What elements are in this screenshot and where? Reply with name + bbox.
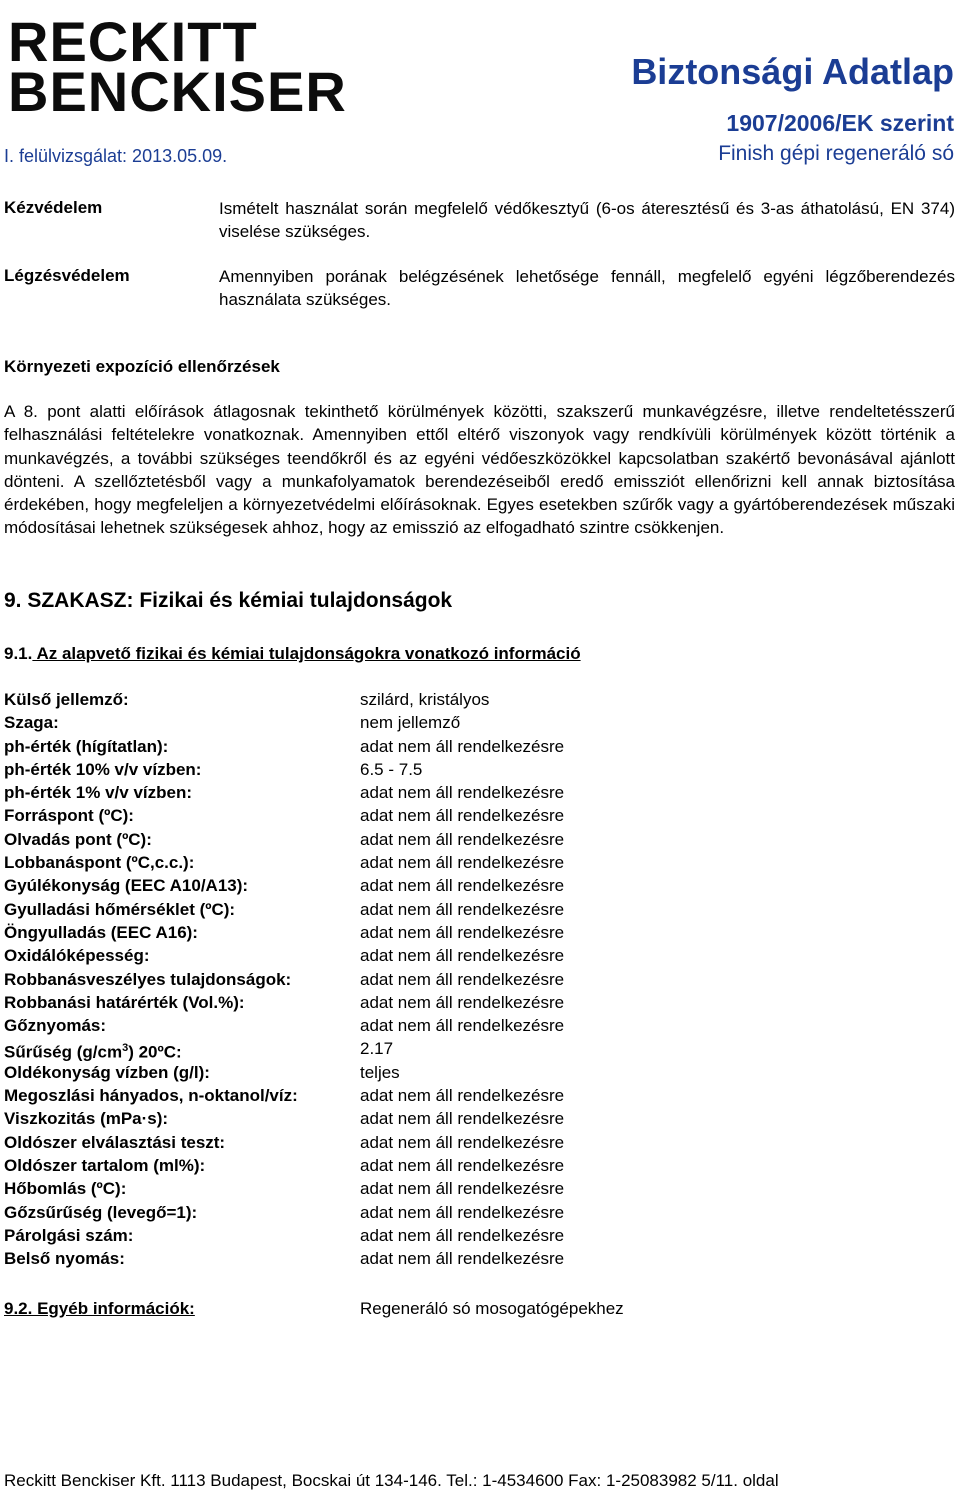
property-value: adat nem áll rendelkezésre bbox=[360, 876, 565, 896]
property-value: adat nem áll rendelkezésre bbox=[360, 1016, 565, 1036]
property-row bbox=[4, 711, 704, 734]
property-value: adat nem áll rendelkezésre bbox=[360, 1249, 565, 1269]
property-row bbox=[4, 1014, 704, 1037]
subsection-9-1-number: 9.1. bbox=[4, 644, 33, 663]
property-label: Oldószer tartalom (ml%): bbox=[4, 1155, 206, 1175]
property-row bbox=[4, 1154, 704, 1177]
property-label: Forráspont (ºC): bbox=[4, 806, 134, 826]
property-label: Robbanásveszélyes tulajdonságok: bbox=[4, 969, 292, 989]
subsection-9-2-label: 9.2. Egyéb információk: bbox=[4, 1299, 195, 1318]
property-value: adat nem áll rendelkezésre bbox=[360, 853, 565, 873]
regulation-reference: 1907/2006/EK szerint bbox=[726, 110, 954, 136]
property-row bbox=[4, 1084, 704, 1107]
property-label: Oldószer elválasztási teszt: bbox=[4, 1132, 226, 1152]
product-name: Finish gépi regeneráló só bbox=[718, 142, 954, 165]
property-label-part: ) 20ºC: bbox=[128, 1043, 182, 1063]
property-value: adat nem áll rendelkezésre bbox=[360, 736, 565, 756]
property-label: Szaga: bbox=[4, 713, 59, 733]
property-row bbox=[4, 1224, 704, 1247]
property-value: adat nem áll rendelkezésre bbox=[360, 1202, 565, 1222]
property-row bbox=[4, 781, 704, 804]
property-value: adat nem áll rendelkezésre bbox=[360, 806, 565, 826]
property-label: Belső nyomás: bbox=[4, 1249, 125, 1269]
respiratory-protection-label: Légzésvédelem bbox=[4, 266, 130, 285]
property-row bbox=[4, 851, 704, 874]
property-row bbox=[4, 898, 704, 921]
hand-protection-text: Ismételt használat során megfelelő védőkesztyű (6-os áteresztésű és 3-as áthatolású, EN 374) viselése szükséges. bbox=[219, 199, 955, 242]
property-value: teljes bbox=[360, 1062, 400, 1082]
property-label: ph-érték (hígítatlan): bbox=[4, 736, 169, 756]
property-row bbox=[4, 1131, 704, 1154]
property-value: szilárd, kristályos bbox=[360, 690, 490, 709]
respiratory-protection-text: Amennyiben porának belégzésének lehetősége fennáll, megfelelő egyéni légzőberendezés használata szükséges. bbox=[219, 267, 955, 310]
section-9-title: 9. SZAKASZ: Fizikai és kémiai tulajdonságok bbox=[4, 589, 453, 612]
page-footer: Reckitt Benckiser Kft. 1113 Budapest, Bocskai út 134-146. Tel.: 1-4534600 Fax: 1-25083982 5/11. oldal bbox=[4, 1471, 779, 1490]
property-value: adat nem áll rendelkezésre bbox=[360, 969, 565, 989]
properties-table bbox=[4, 688, 704, 1270]
property-value: adat nem áll rendelkezésre bbox=[360, 922, 565, 942]
document-title: Biztonsági Adatlap bbox=[631, 51, 954, 92]
property-row bbox=[4, 944, 704, 967]
property-row bbox=[4, 758, 704, 781]
property-value: adat nem áll rendelkezésre bbox=[360, 829, 565, 849]
property-row bbox=[4, 921, 704, 944]
property-value: adat nem áll rendelkezésre bbox=[360, 1155, 565, 1175]
property-label: Gőznyomás: bbox=[4, 1016, 107, 1036]
property-value: adat nem áll rendelkezésre bbox=[360, 1109, 565, 1129]
logo-line-1: RECKITT bbox=[8, 10, 258, 73]
property-label: Oldékonyság vízben (g/l): bbox=[4, 1062, 210, 1082]
property-label: Robbanási határérték (Vol.%): bbox=[4, 992, 245, 1012]
hand-protection-label: Kézvédelem bbox=[4, 198, 103, 217]
property-label: ph-érték 10% v/v vízben: bbox=[4, 759, 202, 779]
property-row bbox=[4, 1201, 704, 1224]
property-row bbox=[4, 828, 704, 851]
property-row bbox=[4, 1247, 704, 1270]
property-value: adat nem áll rendelkezésre bbox=[360, 992, 565, 1012]
property-label: Párolgási szám: bbox=[4, 1225, 134, 1245]
subsection-9-1-text: Az alapvető fizikai és kémiai tulajdonságokra vonatkozó információ bbox=[32, 644, 581, 663]
property-value: adat nem áll rendelkezésre bbox=[360, 946, 565, 966]
environmental-heading: Környezeti expozíció ellenőrzések bbox=[4, 357, 280, 376]
property-value: nem jellemző bbox=[360, 713, 461, 733]
property-row bbox=[4, 991, 704, 1014]
property-row bbox=[4, 874, 704, 897]
property-row bbox=[4, 1061, 704, 1084]
property-row bbox=[4, 1037, 704, 1063]
environmental-text: A 8. pont alatti előírások átlagosnak tekinthető körülmények közötti, szakszerű munkavégzésre, illetve rendeltetésszerű felhasználási feltételekre vonatkoznak. Amennyiben ettől eltérő viszonyok vagy rendkívüli körülmények között történik a munkavégzés, a további szükséges teendőkről és az egyéni védőeszközökkel kapcsolatban szakértő bevonásával ajánlott dönteni. A szellőztetésből vagy a munkafolyamatok berendezéseiből eredő emissziót ellenőrizni kell annak biztosítása érdekében, hogy megfeleljen a környezetvédelmi előírásoknak. Egyes esetekben szűrők vagy a gyártóberendezések műszaki módosításai lehetnek szükségesek ahhoz, hogy az emisszió az elfogadható szintre csökkenjen. bbox=[4, 402, 955, 538]
property-label: Viszkozitás (mPa·s): bbox=[4, 1109, 169, 1129]
subsection-9-1-title bbox=[4, 643, 581, 665]
property-label: Megoszlási hányados, n-oktanol/víz: bbox=[4, 1086, 298, 1106]
property-row bbox=[4, 804, 704, 827]
property-value: adat nem áll rendelkezésre bbox=[360, 899, 565, 919]
property-label: ph-érték 1% v/v vízben: bbox=[4, 783, 193, 803]
property-row bbox=[4, 688, 704, 711]
property-label: Lobbanáspont (ºC,c.c.): bbox=[4, 853, 195, 873]
property-value: adat nem áll rendelkezésre bbox=[360, 1086, 565, 1106]
revision-date: I. felülvizsgálat: 2013.05.09. bbox=[4, 146, 228, 166]
property-label: Olvadás pont (ºC): bbox=[4, 829, 152, 849]
property-label: Külső jellemző: bbox=[4, 690, 129, 709]
property-value: adat nem áll rendelkezésre bbox=[360, 1225, 565, 1245]
property-value: adat nem áll rendelkezésre bbox=[360, 1179, 565, 1199]
property-label-superscript: 3 bbox=[122, 1042, 129, 1055]
logo-line-2: BENCKISER bbox=[8, 60, 347, 123]
property-row bbox=[4, 735, 704, 758]
property-label: Hőbomlás (ºC): bbox=[4, 1179, 127, 1199]
subsection-9-2-title bbox=[4, 1298, 195, 1320]
property-label: Gyulladási hőmérséklet (ºC): bbox=[4, 899, 236, 919]
property-label: Oxidálóképesség: bbox=[4, 946, 150, 966]
property-value: 2.17 bbox=[360, 1039, 394, 1059]
property-value: adat nem áll rendelkezésre bbox=[360, 1132, 565, 1152]
property-value: adat nem áll rendelkezésre bbox=[360, 783, 565, 803]
property-row bbox=[4, 1177, 704, 1200]
property-label: Gőzsűrűség (levegő=1): bbox=[4, 1202, 198, 1222]
subsection-9-2-value: Regeneráló só mosogatógépekhez bbox=[360, 1299, 624, 1318]
property-label-part: Sűrűség (g/cm bbox=[4, 1043, 123, 1063]
property-value: 6.5 - 7.5 bbox=[360, 759, 423, 779]
property-row bbox=[4, 1107, 704, 1130]
company-logo bbox=[8, 10, 347, 123]
property-row bbox=[4, 968, 704, 991]
property-label: Gyúlékonyság (EEC A10/A13): bbox=[4, 876, 249, 896]
property-label: Öngyulladás (EEC A16): bbox=[4, 922, 198, 942]
